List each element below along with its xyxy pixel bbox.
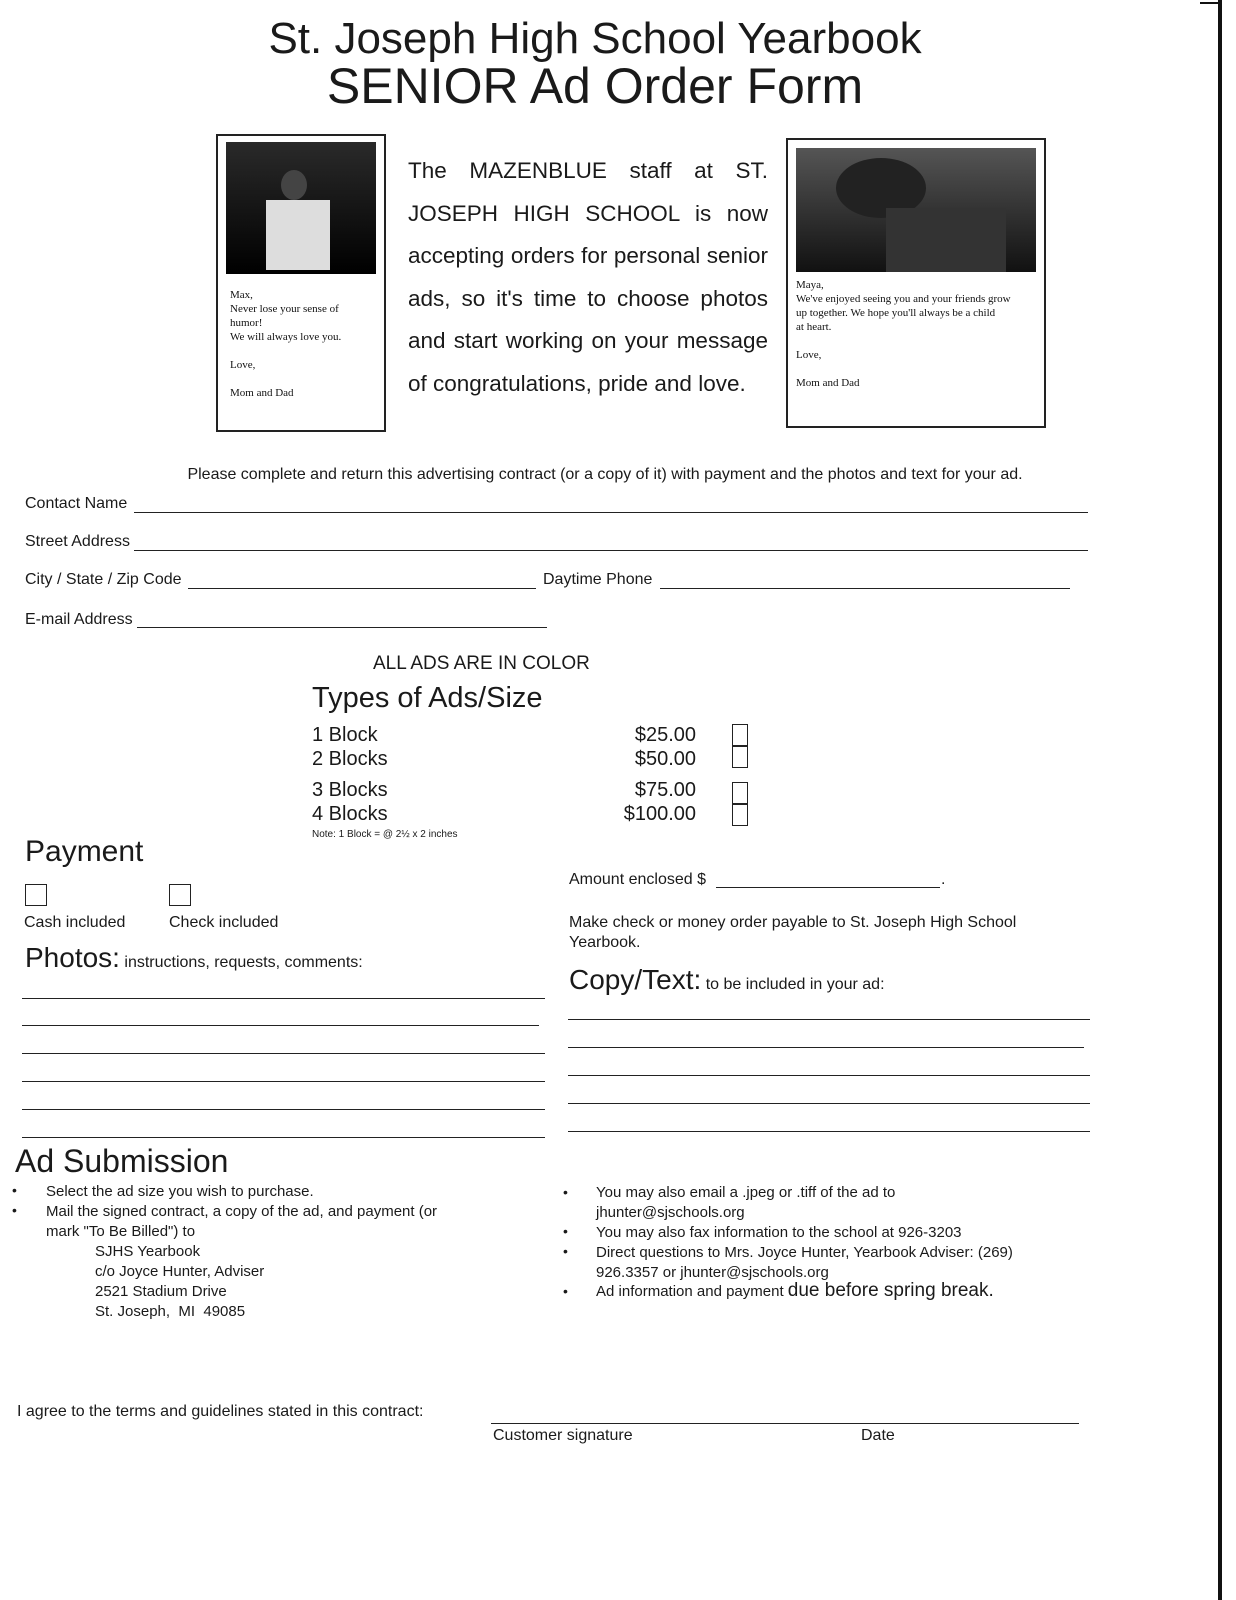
sample-photo-right [796,148,1036,272]
ad-option-checkbox-4-blocks[interactable] [732,804,748,826]
deadline-emphasis: due before spring break. [787,1280,994,1301]
street-address-label: Street Address [25,533,130,550]
mailing-address-line: c/o Joyce Hunter, Adviser [95,1263,265,1280]
cash-included-label: Cash included [24,914,126,931]
sample-ad-left [216,134,386,432]
ad-option-price: $50.00 [634,748,696,770]
sample-message-left: Max, Never lose your sense of humor! We will always love you. Love, Mom and Dad [230,289,342,399]
payable-note: Make check or money order payable to St. Joseph High School Yearbook. [569,914,1017,951]
signature-line[interactable] [491,1423,1079,1424]
email-address-label: E-mail Address [25,611,133,628]
date-label: Date [861,1427,895,1444]
form-title: St. Joseph High School Yearbook [268,14,922,63]
ad-option-label: 1 Block [312,724,378,746]
copy-text-heading-block [569,964,885,996]
submission-item: You may also fax information to the school at 926-3203 [596,1224,962,1241]
agreement-text: I agree to the terms and guidelines stated in this contract: [17,1403,424,1420]
ad-option-price: $75.00 [634,779,696,801]
ad-option-checkbox-2-blocks[interactable] [732,746,748,768]
bullet: • [563,1243,568,1259]
submission-deadline-item [596,1280,994,1302]
photos-heading: Photos: [25,942,120,973]
form-subtitle: SENIOR Ad Order Form [326,58,864,114]
submission-item: You may also email a .jpeg or .tiff of the ad to jhunter@sjschools.org [596,1184,896,1221]
customer-signature-label: Customer signature [493,1427,633,1444]
photos-line[interactable] [22,1081,545,1082]
ad-option-price: $25.00 [634,724,696,746]
city-state-zip-label: City / State / Zip Code [25,571,182,588]
sample-message-right: Maya, We've enjoyed seeing you and your friends grow up together. We hope you'll always be a child at heart. Love, Mom and Dad [796,279,1011,389]
amount-period: . [941,871,946,888]
scan-edge [1218,0,1222,1600]
all-ads-color-note: ALL ADS ARE IN COLOR [373,653,590,674]
daytime-phone-field[interactable] [660,588,1070,589]
photos-line[interactable] [22,1053,545,1054]
submission-item: Select the ad size you wish to purchase. [46,1183,314,1200]
ad-option-label: 2 Blocks [312,748,388,770]
photos-line[interactable] [22,1109,545,1110]
ad-option-label: 4 Blocks [312,803,388,825]
ad-option-label: 3 Blocks [312,779,388,801]
photos-subheading: instructions, requests, comments: [124,954,363,971]
check-included-label: Check included [169,914,279,931]
ad-types-heading: Types of Ads/Size [312,682,543,714]
photos-line[interactable] [22,998,545,999]
contact-name-field[interactable] [134,512,1088,513]
sample-ad-right [786,138,1046,428]
ad-option-checkbox-1-block[interactable] [732,724,748,746]
deadline-prefix: Ad information and payment [596,1283,788,1300]
copy-text-line[interactable] [568,1019,1090,1020]
submission-item: Direct questions to Mrs. Joyce Hunter, Yearbook Adviser: (269) 926.3357 or jhunter@sjschools.org [596,1244,1013,1281]
check-included-checkbox[interactable] [169,884,191,906]
daytime-phone-label: Daytime Phone [543,571,653,588]
instructions-text: Please complete and return this advertising contract (or a copy of it) with payment and the photos and text for your ad. [187,466,1023,483]
copy-text-line[interactable] [568,1131,1090,1132]
sample-photo-left [226,142,376,274]
intro-paragraph: The MAZENBLUE staff at ST. JOSEPH HIGH SCHOOL is now accepting orders for personal senior ads, so it's time to choose photos and start working on your message of congratulations, pride and love. [408,158,768,396]
bullet: • [563,1283,568,1299]
mailing-address-line: 2521 Stadium Drive [95,1283,227,1300]
bullet: • [12,1182,17,1198]
amount-enclosed-field[interactable] [716,887,940,888]
city-state-zip-field[interactable] [188,588,536,589]
payment-heading: Payment [25,835,144,868]
copy-text-line[interactable] [568,1103,1090,1104]
ad-option-checkbox-3-blocks[interactable] [732,782,748,804]
photos-heading-block [25,942,363,974]
street-address-field[interactable] [134,550,1088,551]
bullet: • [12,1202,17,1218]
copy-text-line[interactable] [568,1075,1090,1076]
submission-item: Mail the signed contract, a copy of the ad, and payment (or mark "To Be Billed") to [46,1203,438,1240]
ad-submission-heading: Ad Submission [15,1143,229,1179]
bullet: • [563,1184,568,1200]
contact-name-label: Contact Name [25,495,128,512]
cash-included-checkbox[interactable] [25,884,47,906]
photos-line[interactable] [22,1137,545,1138]
copy-text-subheading: to be included in your ad: [705,976,885,993]
amount-enclosed-label: Amount enclosed $ [569,871,706,888]
block-size-note: Note: 1 Block = @ 2½ x 2 inches [312,829,458,840]
bullet: • [563,1223,568,1239]
ad-option-price: $100.00 [623,803,696,825]
mailing-address-line: SJHS Yearbook [95,1243,201,1260]
photos-line[interactable] [22,1025,539,1026]
copy-text-line[interactable] [568,1047,1084,1048]
scan-edge-top [1200,2,1222,4]
mailing-address-line: St. Joseph, MI 49085 [95,1303,246,1320]
copy-text-heading: Copy/Text: [569,964,702,995]
email-address-field[interactable] [137,627,547,628]
